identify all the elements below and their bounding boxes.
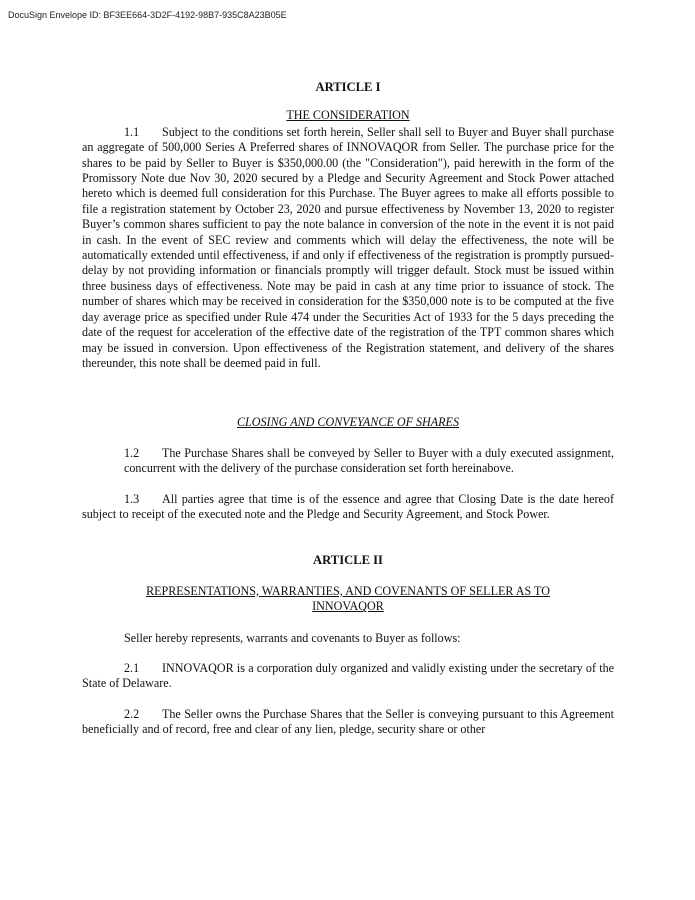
- clause-2-1-text: INNOVAQOR is a corporation duly organized and validly existing under the secretary of the State of Delaware.: [82, 660, 614, 691]
- clause-1-3-number: 1.3: [124, 491, 140, 506]
- representations-heading: [82, 584, 614, 615]
- clause-1-3: [82, 492, 614, 523]
- clause-2-2: [82, 707, 614, 738]
- closing-heading: CLOSING AND CONVEYANCE OF SHARES: [236, 415, 459, 430]
- article-2-title: ARTICLE II: [313, 553, 383, 568]
- clause-2-2-number: 2.2: [124, 706, 140, 721]
- representations-heading-line-1: REPRESENTATIONS, WARRANTIES, AND COVENANTS OF SELLER AS TO: [146, 583, 550, 598]
- article-1-title: ARTICLE I: [315, 80, 381, 94]
- docusign-envelope-id: DocuSign Envelope ID: BF3EE664-3D2F-4192-98B7-935C8A23B05E: [8, 10, 287, 20]
- clause-1-2-text: The Purchase Shares shall be conveyed by Seller to Buyer with a duly executed assignment, concurrent with the delivery of the purchase consideration set forth hereinabove.: [124, 445, 614, 476]
- representations-heading-line-2: INNOVAQOR: [312, 599, 384, 614]
- article-2-intro: Seller hereby represents, warrants and covenants to Buyer as follows:: [124, 630, 461, 645]
- clause-2-1: [82, 661, 614, 692]
- clause-1-2: [82, 446, 614, 477]
- clause-1-1: [82, 125, 614, 372]
- clause-1-2-number: 1.2: [124, 445, 140, 460]
- clause-2-1-number: 2.1: [124, 660, 140, 675]
- clause-1-3-text: All parties agree that time is of the essence and agree that Closing Date is the date hereof subject to receipt of the executed note and the Pledge and Security Agreement, and Stock Power.: [82, 491, 614, 521]
- consideration-heading: THE CONSIDERATION: [286, 108, 410, 123]
- clause-1-1-text: Subject to the conditions set forth herein, Seller shall sell to Buyer and Buyer shall purchase an aggregate of 500,000 Series A Preferred shares of INNOVAQOR from Seller. The purchase price for the shares to be paid by Seller to Buyer is $350,000.00 (the "Consideration"), paid herewith in the form of the Promissory Note due Nov 30, 2020 secured by a Pledge and Security Agreement and Stock Power attached hereto which is deemed full consideration for this Purchase. The Buyer agrees to make all efforts possible to file a registration statement by October 23, 2020 and pursue effectiveness by November 13, 2020 to register Buyer’s common shares sufficient to pay the note balance in conversion of the note in the event it is not paid in cash. In the event of SEC review and comments which will delay the effectiveness, the note will be automatically extended until effectiveness, if and only if effectiveness of the registration is promptly pursued-delay by not providing information or financials promptly will trigger default. Stock must be issued within three business days of effectiveness. Note may be paid in cash at any time prior to issuance of stock. The number of shares which may be received in consideration for the $350,000 note is to be computed at the five day average price as specified under Rule 474 under the Securities Act of 1933 for the 5 days preceding the date of the request for acceleration of the effective date of the registration of the TPT common shares which may be issued in conversion. Upon effectiveness of the Registration statement, and delivery of the shares thereunder, this note shall be deemed paid in full.: [82, 124, 614, 370]
- document-page: [82, 80, 614, 738]
- clause-1-1-number: 1.1: [124, 124, 140, 139]
- clause-2-2-text: The Seller owns the Purchase Shares that the Seller is conveying pursuant to this Agreement beneficially and of record, free and clear of any lien, pledge, security share or other: [82, 706, 614, 737]
